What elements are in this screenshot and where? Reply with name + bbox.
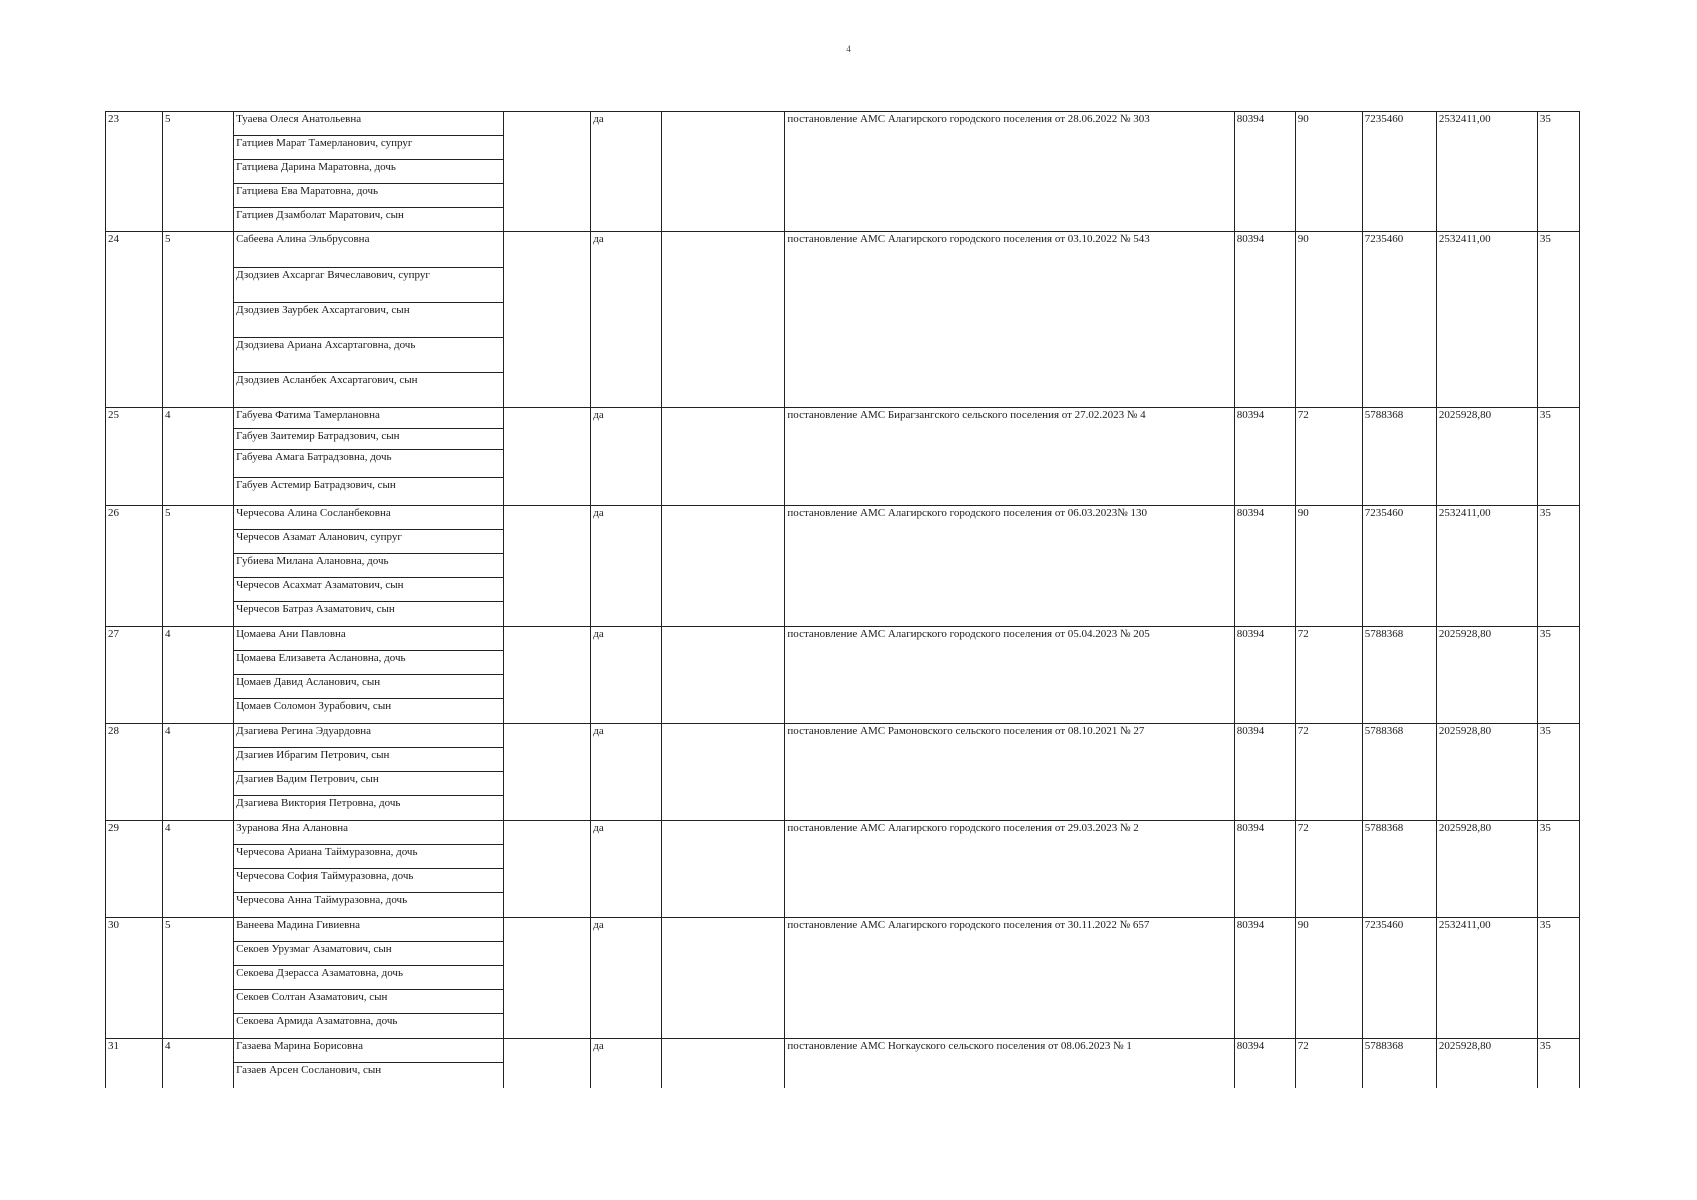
- empty-cell: [662, 232, 785, 408]
- subsidy-percent: 35: [1537, 724, 1579, 821]
- total-cost: 7235460: [1362, 918, 1436, 1039]
- subsidy-percent: 35: [1537, 627, 1579, 724]
- family-member-name: Ванеева Мадина Гивиевна: [234, 918, 504, 942]
- resolution-text: постановление АМС Алагирского городского поселения от 28.06.2022 № 303: [785, 112, 1234, 232]
- family-member-name: Дзагиева Регина Эдуардовна: [234, 724, 504, 748]
- empty-cell: [662, 112, 785, 232]
- family-member-name: Дзодзиев Ахсаргаг Вячеславович, супруг: [234, 268, 504, 303]
- family-member-name: Цомаев Соломон Зурабович, сын: [234, 699, 504, 724]
- subsidy-percent: 35: [1537, 112, 1579, 232]
- empty-cell: [662, 627, 785, 724]
- area-norm: 90: [1295, 112, 1362, 232]
- total-cost: 7235460: [1362, 506, 1436, 627]
- family-member-name: Черчесова София Таймуразовна, дочь: [234, 869, 504, 893]
- empty-cell: [662, 918, 785, 1039]
- consent-flag: да: [591, 112, 662, 232]
- empty-cell: [662, 821, 785, 918]
- total-cost: 5788368: [1362, 1039, 1436, 1088]
- family-member-name: Дзагиев Вадим Петрович, сын: [234, 772, 504, 796]
- price-per-sqm: 80394: [1234, 918, 1295, 1039]
- row-number: 25: [106, 408, 163, 506]
- subsidy-percent: 35: [1537, 918, 1579, 1039]
- consent-flag: да: [591, 918, 662, 1039]
- row-number: 23: [106, 112, 163, 232]
- resolution-text: постановление АМС Бирагзангского сельского поселения от 27.02.2023 № 4: [785, 408, 1234, 506]
- empty-cell: [504, 1039, 591, 1088]
- table-row: [106, 112, 1580, 136]
- area-norm: 90: [1295, 506, 1362, 627]
- area-norm: 90: [1295, 232, 1362, 408]
- family-size: 4: [163, 724, 234, 821]
- table-row: [106, 821, 1580, 845]
- family-member-name: Секоев Урузмаг Азаматович, сын: [234, 942, 504, 966]
- family-size: 5: [163, 112, 234, 232]
- family-member-name: Черчесов Асахмат Азаматович, сын: [234, 578, 504, 602]
- family-member-name: Секоева Дзерасса Азаматовна, дочь: [234, 966, 504, 990]
- consent-flag: да: [591, 821, 662, 918]
- subsidy-amount: 2025928,80: [1436, 627, 1537, 724]
- subsidy-amount: 2025928,80: [1436, 724, 1537, 821]
- family-size: 5: [163, 232, 234, 408]
- row-number: 24: [106, 232, 163, 408]
- family-member-name: Черчесов Батраз Азаматович, сын: [234, 602, 504, 627]
- area-norm: 72: [1295, 627, 1362, 724]
- subsidy-percent: 35: [1537, 506, 1579, 627]
- family-member-name: Габуев Астемир Батрадзович, сын: [234, 478, 504, 506]
- row-number: 29: [106, 821, 163, 918]
- total-cost: 7235460: [1362, 112, 1436, 232]
- family-member-name: Зуранова Яна Алановна: [234, 821, 504, 845]
- family-member-name: Газаев Арсен Сосланович, сын: [234, 1063, 504, 1088]
- consent-flag: да: [591, 408, 662, 506]
- family-member-name: Гатциев Марат Тамерланович, супруг: [234, 136, 504, 160]
- resolution-text: постановление АМС Ногкауского сельского поселения от 08.06.2023 № 1: [785, 1039, 1234, 1088]
- total-cost: 5788368: [1362, 627, 1436, 724]
- family-member-name: Цомаева Ани Павловна: [234, 627, 504, 651]
- family-member-name: Гатциева Ева Маратовна, дочь: [234, 184, 504, 208]
- table-row: [106, 1039, 1580, 1063]
- total-cost: 7235460: [1362, 232, 1436, 408]
- empty-cell: [662, 1039, 785, 1088]
- family-member-name: Гатциева Дарина Маратовна, дочь: [234, 160, 504, 184]
- family-member-name: Черчесов Азамат Аланович, супруг: [234, 530, 504, 554]
- subsidy-amount: 2532411,00: [1436, 506, 1537, 627]
- empty-cell: [662, 408, 785, 506]
- consent-flag: да: [591, 724, 662, 821]
- empty-cell: [504, 112, 591, 232]
- family-member-name: Дзодзиев Заурбек Ахсартагович, сын: [234, 303, 504, 338]
- price-per-sqm: 80394: [1234, 821, 1295, 918]
- price-per-sqm: 80394: [1234, 232, 1295, 408]
- family-member-name: Габуев Заитемир Батрадзович, сын: [234, 429, 504, 450]
- consent-flag: да: [591, 506, 662, 627]
- family-member-name: Сабеева Алина Эльбрусовна: [234, 232, 504, 268]
- price-per-sqm: 80394: [1234, 724, 1295, 821]
- table-row: [106, 408, 1580, 429]
- family-member-name: Гатциев Дзамболат Маратович, сын: [234, 208, 504, 232]
- area-norm: 72: [1295, 724, 1362, 821]
- area-norm: 72: [1295, 821, 1362, 918]
- empty-cell: [504, 232, 591, 408]
- consent-flag: да: [591, 627, 662, 724]
- subsidy-amount: 2025928,80: [1436, 408, 1537, 506]
- subsidy-amount: 2025928,80: [1436, 1039, 1537, 1088]
- subsidy-amount: 2532411,00: [1436, 918, 1537, 1039]
- price-per-sqm: 80394: [1234, 506, 1295, 627]
- family-member-name: Дзагиева Виктория Петровна, дочь: [234, 796, 504, 821]
- table-row: [106, 724, 1580, 748]
- row-number: 31: [106, 1039, 163, 1088]
- family-member-name: Газаева Марина Борисовна: [234, 1039, 504, 1063]
- row-number: 27: [106, 627, 163, 724]
- row-number: 30: [106, 918, 163, 1039]
- family-member-name: Туаева Олеся Анатольевна: [234, 112, 504, 136]
- empty-cell: [662, 724, 785, 821]
- subsidy-percent: 35: [1537, 232, 1579, 408]
- family-member-name: Дзодзиева Ариана Ахсартаговна, дочь: [234, 338, 504, 373]
- row-number: 28: [106, 724, 163, 821]
- empty-cell: [504, 821, 591, 918]
- price-per-sqm: 80394: [1234, 1039, 1295, 1088]
- family-member-name: Дзагиев Ибрагим Петрович, сын: [234, 748, 504, 772]
- price-per-sqm: 80394: [1234, 408, 1295, 506]
- resolution-text: постановление АМС Рамоновского сельского поселения от 08.10.2021 № 27: [785, 724, 1234, 821]
- family-size: 4: [163, 1039, 234, 1088]
- family-member-name: Черчесова Анна Таймуразовна, дочь: [234, 893, 504, 918]
- family-member-name: Секоева Армида Азаматовна, дочь: [234, 1014, 504, 1039]
- total-cost: 5788368: [1362, 408, 1436, 506]
- page-number: 4: [846, 44, 851, 54]
- table-row: [106, 232, 1580, 268]
- family-size: 4: [163, 627, 234, 724]
- price-per-sqm: 80394: [1234, 627, 1295, 724]
- price-per-sqm: 80394: [1234, 112, 1295, 232]
- empty-cell: [504, 408, 591, 506]
- empty-cell: [504, 627, 591, 724]
- family-member-name: Черчесова Алина Сосланбековна: [234, 506, 504, 530]
- row-number: 26: [106, 506, 163, 627]
- family-member-name: Черчесова Ариана Таймуразовна, дочь: [234, 845, 504, 869]
- family-size: 5: [163, 918, 234, 1039]
- area-norm: 72: [1295, 1039, 1362, 1088]
- family-size: 4: [163, 408, 234, 506]
- table-row: [106, 918, 1580, 942]
- table-row: [106, 506, 1580, 530]
- family-size: 4: [163, 821, 234, 918]
- subsidy-percent: 35: [1537, 1039, 1579, 1088]
- resolution-text: постановление АМС Алагирского городского поселения от 30.11.2022 № 657: [785, 918, 1234, 1039]
- consent-flag: да: [591, 1039, 662, 1088]
- subsidy-amount: 2532411,00: [1436, 232, 1537, 408]
- housing-list-table: [105, 111, 1580, 1088]
- resolution-text: постановление АМС Алагирского городского поселения от 06.03.2023№ 130: [785, 506, 1234, 627]
- total-cost: 5788368: [1362, 724, 1436, 821]
- family-member-name: Габуева Фатима Тамерлановна: [234, 408, 504, 429]
- subsidy-percent: 35: [1537, 821, 1579, 918]
- subsidy-amount: 2025928,80: [1436, 821, 1537, 918]
- table-row: [106, 627, 1580, 651]
- family-size: 5: [163, 506, 234, 627]
- empty-cell: [504, 506, 591, 627]
- family-member-name: Габуева Амага Батрадзовна, дочь: [234, 450, 504, 478]
- resolution-text: постановление АМС Алагирского городского поселения от 03.10.2022 № 543: [785, 232, 1234, 408]
- family-member-name: Губиева Милана Алановна, дочь: [234, 554, 504, 578]
- family-member-name: Секоев Солтан Азаматович, сын: [234, 990, 504, 1014]
- resolution-text: постановление АМС Алагирского городского поселения от 05.04.2023 № 205: [785, 627, 1234, 724]
- empty-cell: [662, 506, 785, 627]
- table-body: [106, 112, 1580, 1088]
- subsidy-amount: 2532411,00: [1436, 112, 1537, 232]
- total-cost: 5788368: [1362, 821, 1436, 918]
- family-member-name: Дзодзиев Асланбек Ахсартагович, сын: [234, 373, 504, 408]
- family-member-name: Цомаева Елизавета Аслановна, дочь: [234, 651, 504, 675]
- consent-flag: да: [591, 232, 662, 408]
- empty-cell: [504, 918, 591, 1039]
- family-member-name: Цомаев Давид Асланович, сын: [234, 675, 504, 699]
- area-norm: 90: [1295, 918, 1362, 1039]
- empty-cell: [504, 724, 591, 821]
- subsidy-percent: 35: [1537, 408, 1579, 506]
- area-norm: 72: [1295, 408, 1362, 506]
- resolution-text: постановление АМС Алагирского городского поселения от 29.03.2023 № 2: [785, 821, 1234, 918]
